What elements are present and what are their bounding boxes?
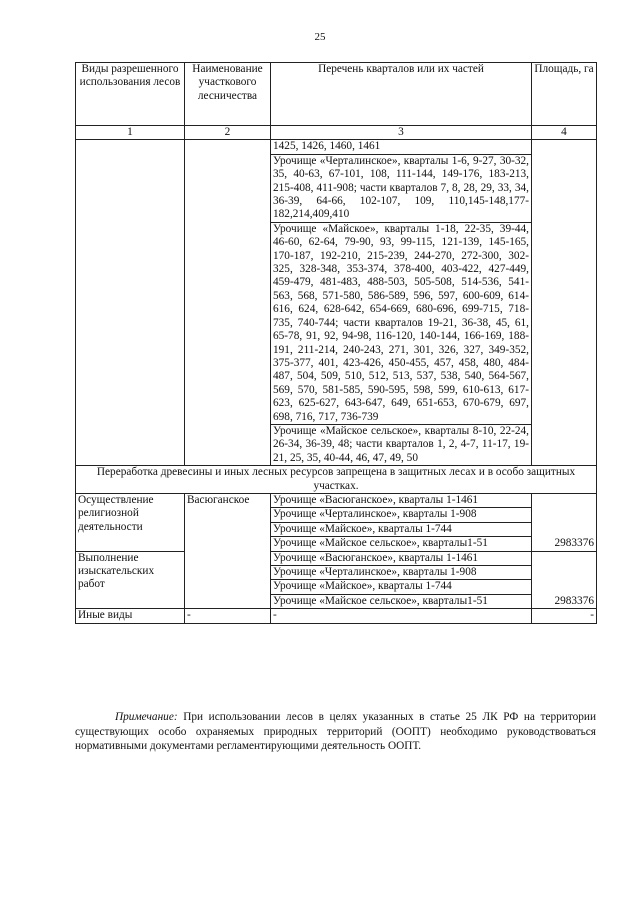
table-header-row <box>76 63 597 126</box>
quarters-cell: Урочище «Черталинское», кварталы 1-6, 9-27, 30-32, 35, 40-63, 67-101, 108, 111-144, 149-176, 183-213, 215-408, 411-908; части кварталов 7, 8, 28, 29, 33, 34, 36-39, 64-66, 102-107, 109, 110,145-148,177-182,214,409,410 <box>271 154 532 222</box>
use-type-cell: Осуществление религиозной деятельности <box>76 493 185 551</box>
footnote <box>75 710 596 754</box>
header-quarters: Перечень кварталов или их частей <box>271 63 532 126</box>
use-type-cell: Выполнение изыскательских работ <box>76 551 185 609</box>
header-use-type: Виды разрешенного использования лесов <box>76 63 185 126</box>
quarters-cell: Урочище «Майское сельское», кварталы 8-10, 22-24, 26-34, 36-39, 48; части кварталов 1, 2, 4-7, 11-17, 19-21, 25, 35, 40-44, 46, 47, 49, 50 <box>271 424 532 465</box>
area-cell: - <box>532 609 597 623</box>
page-number: 25 <box>314 31 326 43</box>
quarters-cell: Урочище «Черталинское», кварталы 1-908 <box>271 566 532 580</box>
quarters-cell: Урочище «Майское», кварталы 1-744 <box>271 580 532 594</box>
table-row <box>76 551 597 565</box>
forestry-cell: Васюганское <box>185 493 271 608</box>
note-text: При использовании лесов в целях указанных в статье 25 ЛК РФ на территории существующих особо охраняемых природных территорий (ООПТ) необходимо руководствоваться нормативными документами регламентирующими деятельность ООПТ. <box>75 711 596 753</box>
quarters-cell: Урочище «Васюганское», кварталы 1-1461 <box>271 551 532 565</box>
table-row <box>76 466 597 494</box>
area-cell <box>532 140 597 466</box>
quarters-cell: Урочище «Майское», кварталы 1-744 <box>271 522 532 536</box>
quarters-cell: 1425, 1426, 1460, 1461 <box>271 140 532 154</box>
column-number: 1 <box>76 126 185 140</box>
forest-use-table <box>75 62 597 624</box>
column-number: 4 <box>532 126 597 140</box>
area-cell: 2983376 <box>532 493 597 551</box>
prohibition-note: Переработка древесины и иных лесных ресурсов запрещена в защитных лесах и в особо защитных участках. <box>76 466 597 494</box>
quarters-cell: Урочище «Черталинское», кварталы 1-908 <box>271 508 532 522</box>
table-row <box>76 493 597 507</box>
quarters-cell: Урочище «Майское сельское», кварталы1-51 <box>271 537 532 551</box>
header-forestry: Наименование участкового лесничества <box>185 63 271 126</box>
forestry-cell: - <box>185 609 271 623</box>
quarters-cell: Урочище «Васюганское», кварталы 1-1461 <box>271 493 532 507</box>
area-cell: 2983376 <box>532 551 597 609</box>
quarters-cell: Урочище «Майское», кварталы 1-18, 22-35, 39-44, 46-60, 62-64, 79-90, 93, 99-115, 121-139, 145-165, 170-187, 192-210, 215-239, 244-270, 272-300, 302-325, 328-348, 353-374, 378-400, 403-422, 427-449, 459-479, 481-483, 488-503, 505-508, 514-536, 541-563, 568, 571-580, 586-589, 596, 597, 600-609, 614-616, 624, 628-642, 654-669, 680-696, 699-715, 718-735, 740-744; части кварталов 19-21, 36-38, 45, 61, 65-78, 91, 92, 94-98, 116-120, 140-144, 166-169, 188-191, 211-214, 240-243, 271, 301, 326, 327, 349-352, 375-377, 401, 423-426, 450-455, 457, 458, 480, 484-487, 504, 509, 510, 512, 513, 537, 538, 540, 564-567, 569, 570, 581-585, 590-595, 598, 599, 610-613, 617-623, 625-627, 643-647, 649, 651-653, 670-679, 697, 698, 716, 717, 736-739 <box>271 222 532 424</box>
column-number-row <box>76 126 597 140</box>
table-row <box>76 609 597 623</box>
header-area: Площадь, га <box>532 63 597 126</box>
quarters-cell: Урочище «Майское сельское», кварталы1-51 <box>271 594 532 608</box>
note-label: Примечание: <box>115 711 178 723</box>
forestry-cell <box>185 140 271 466</box>
table-row <box>76 140 597 154</box>
column-number: 2 <box>185 126 271 140</box>
use-type-cell: Иные виды <box>76 609 185 623</box>
quarters-cell: - <box>271 609 532 623</box>
use-type-cell <box>76 140 185 466</box>
column-number: 3 <box>271 126 532 140</box>
